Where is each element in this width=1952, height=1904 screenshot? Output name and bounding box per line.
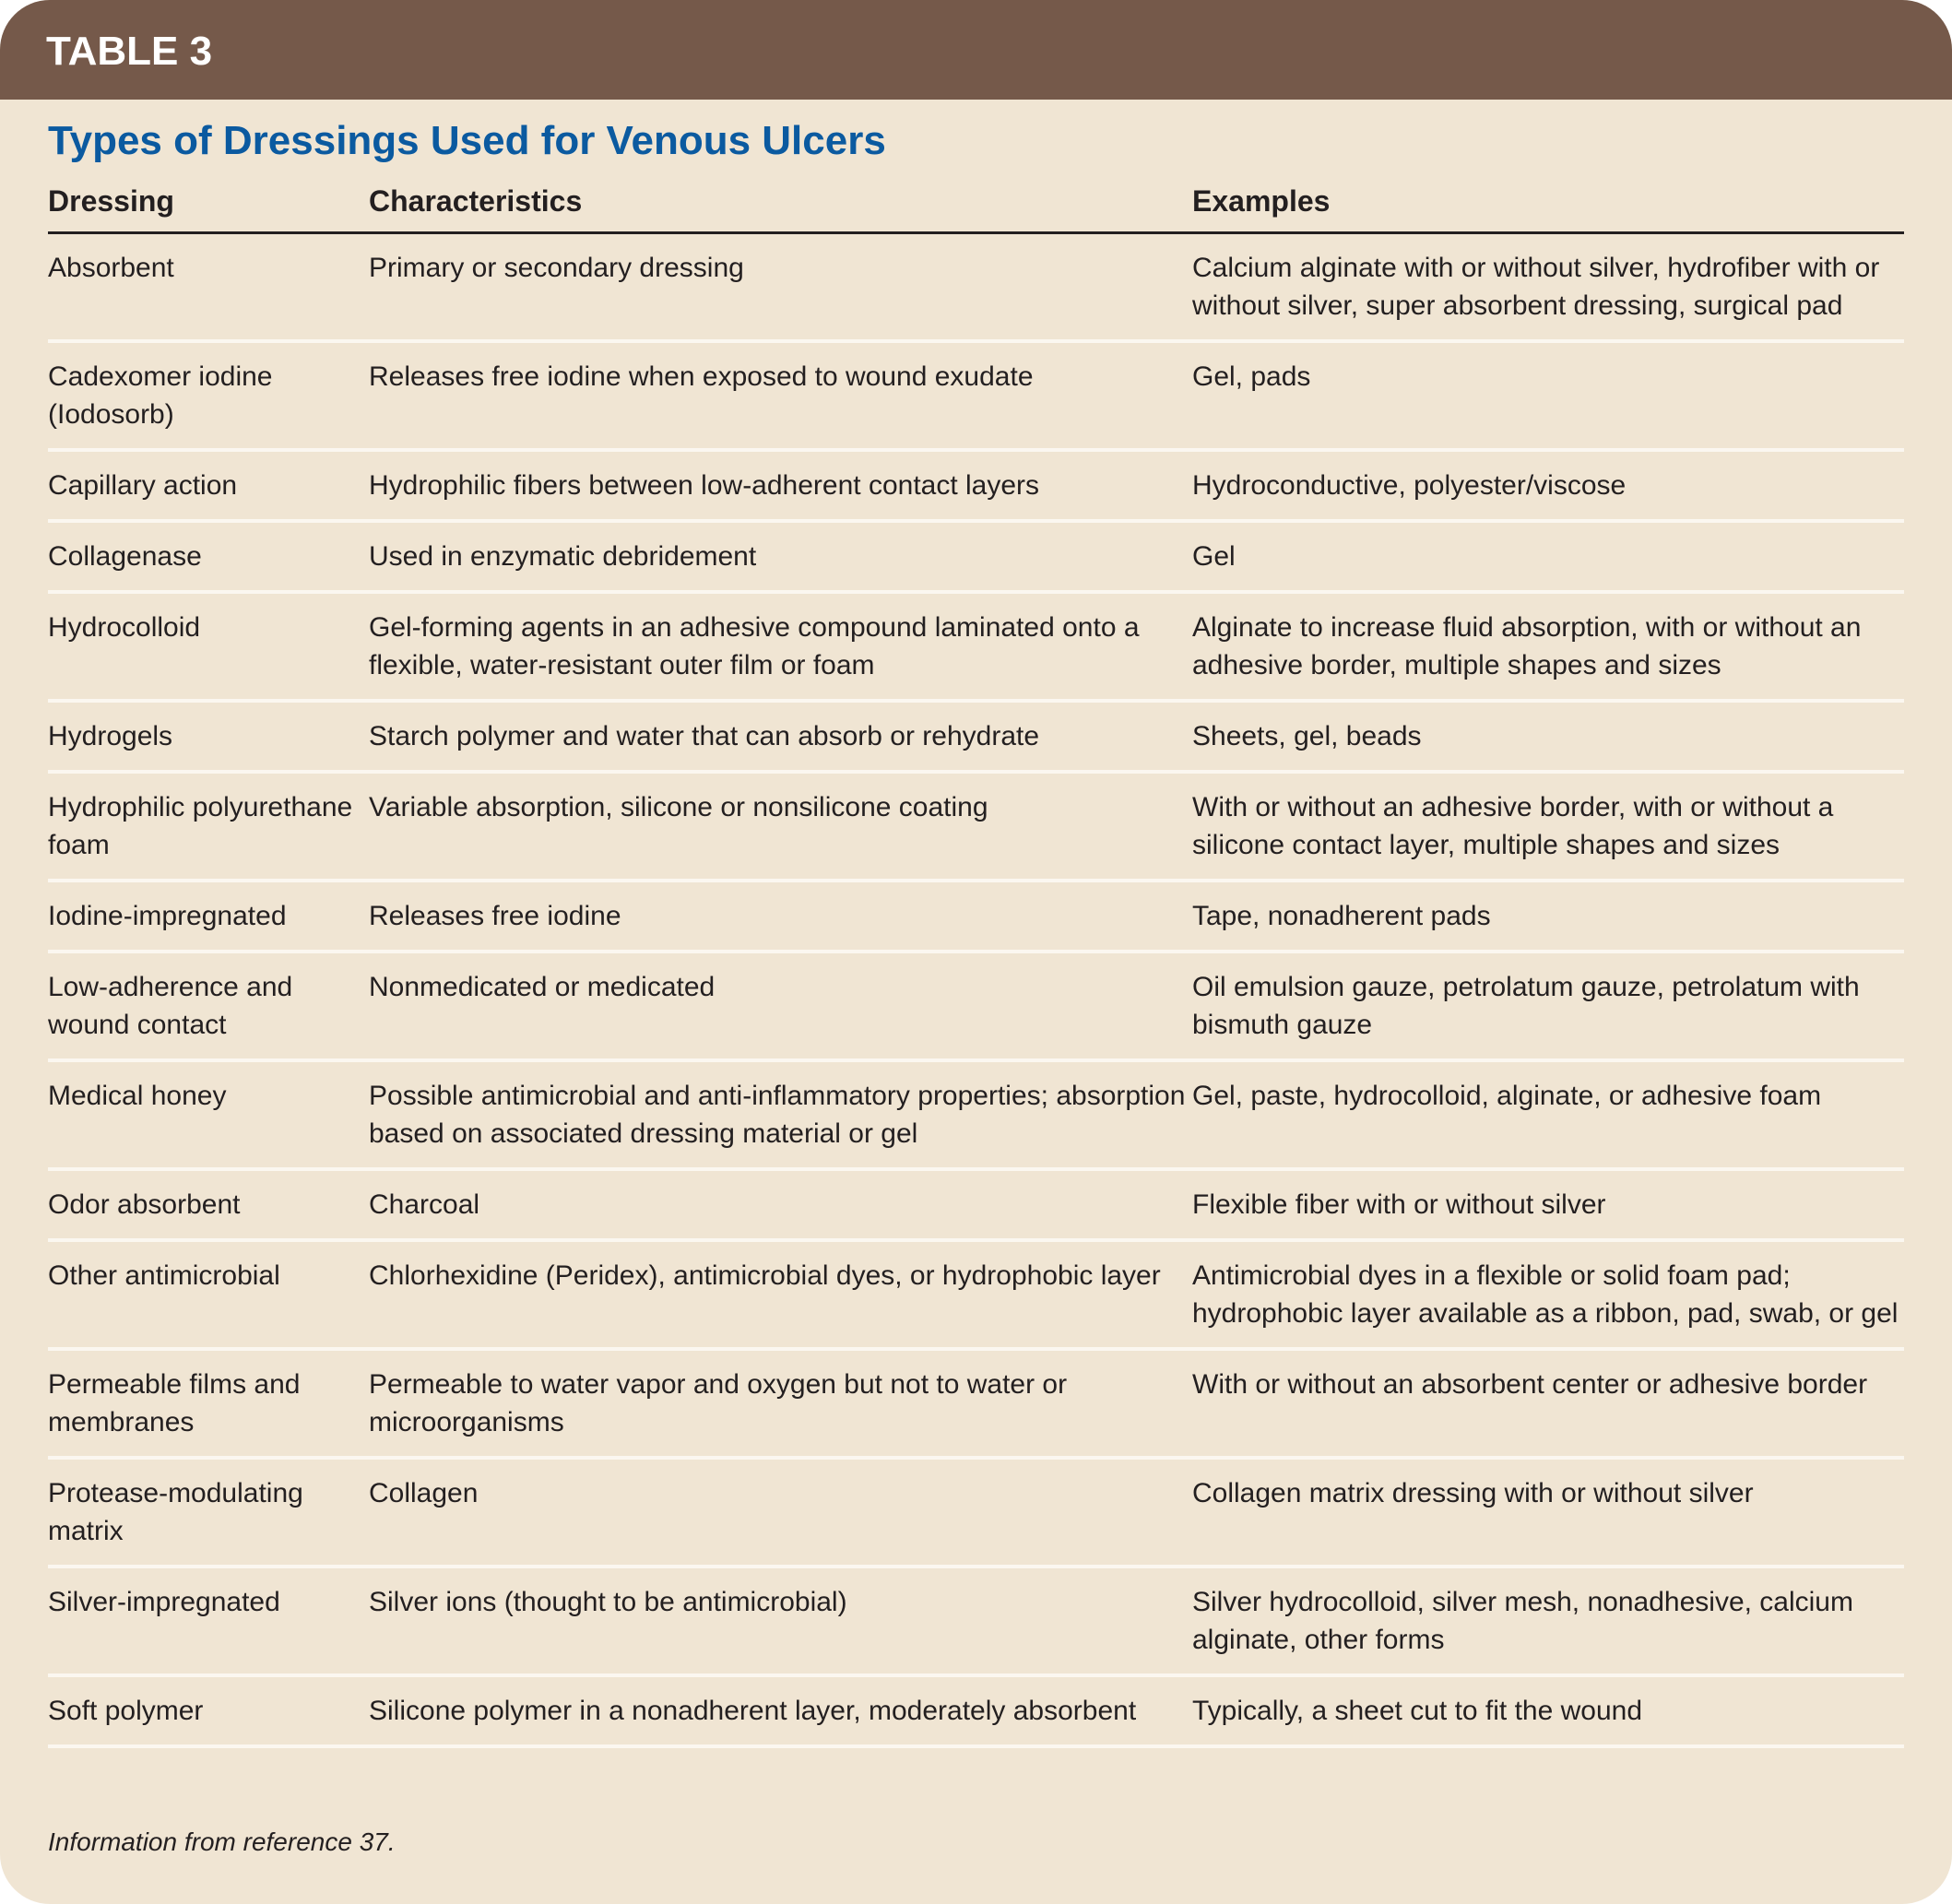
characteristics-cell: Used in enzymatic debridement — [369, 521, 1192, 592]
characteristics-cell: Gel-forming agents in an adhesive compound laminated onto a flexible, water-resistant outer film or foam — [369, 592, 1192, 701]
examples-cell: Tape, nonadherent pads — [1192, 881, 1904, 952]
dressing-cell: Permeable films and membranes — [48, 1349, 369, 1458]
dressing-cell: Protease-modulating matrix — [48, 1458, 369, 1567]
dressing-cell: Iodine-impregnated — [48, 881, 369, 952]
table-row — [48, 521, 1904, 592]
examples-cell: Sheets, gel, beads — [1192, 701, 1904, 772]
examples-cell: Antimicrobial dyes in a flexible or solid foam pad; hydrophobic layer available as a ribbon, pad, swab, or gel — [1192, 1240, 1904, 1349]
examples-cell: Gel, pads — [1192, 341, 1904, 450]
characteristics-cell: Variable absorption, silicone or nonsilicone coating — [369, 772, 1192, 881]
table-row — [48, 233, 1904, 342]
table-row — [48, 1458, 1904, 1567]
characteristics-cell: Charcoal — [369, 1169, 1192, 1240]
characteristics-cell: Chlorhexidine (Peridex), antimicrobial dyes, or hydrophobic layer — [369, 1240, 1192, 1349]
dressing-cell: Capillary action — [48, 450, 369, 521]
characteristics-cell: Collagen — [369, 1458, 1192, 1567]
table-row — [48, 1169, 1904, 1240]
dressing-cell: Hydrophilic polyurethane foam — [48, 772, 369, 881]
dressing-cell: Low-adherence and wound contact — [48, 952, 369, 1060]
characteristics-cell: Hydrophilic fibers between low-adherent contact layers — [369, 450, 1192, 521]
table-row — [48, 1240, 1904, 1349]
footnote: Information from reference 37. — [48, 1827, 396, 1856]
table-row — [48, 592, 1904, 701]
examples-cell: Oil emulsion gauze, petrolatum gauze, petrolatum with bismuth gauze — [1192, 952, 1904, 1060]
table-label: TABLE 3 — [46, 29, 213, 74]
characteristics-cell: Possible antimicrobial and anti-inflammatory properties; absorption based on associated dressing material or gel — [369, 1060, 1192, 1169]
table-row — [48, 1060, 1904, 1169]
characteristics-cell: Releases free iodine when exposed to wound exudate — [369, 341, 1192, 450]
table-label-bar — [0, 0, 1952, 100]
dressing-cell: Silver-impregnated — [48, 1567, 369, 1675]
examples-cell: Collagen matrix dressing with or without silver — [1192, 1458, 1904, 1567]
dressing-cell: Cadexomer iodine (Iodosorb) — [48, 341, 369, 450]
examples-cell: Flexible fiber with or without silver — [1192, 1169, 1904, 1240]
header-row — [48, 181, 1904, 233]
dressing-cell: Hydrocolloid — [48, 592, 369, 701]
table-row — [48, 1349, 1904, 1458]
dressing-cell: Absorbent — [48, 233, 369, 342]
examples-cell: Gel — [1192, 521, 1904, 592]
examples-cell: Typically, a sheet cut to fit the wound — [1192, 1675, 1904, 1746]
dressing-cell: Medical honey — [48, 1060, 369, 1169]
examples-cell: Alginate to increase fluid absorption, with or without an adhesive border, multiple shapes and sizes — [1192, 592, 1904, 701]
examples-cell: Hydroconductive, polyester/viscose — [1192, 450, 1904, 521]
dressing-cell: Soft polymer — [48, 1675, 369, 1746]
dressing-cell: Odor absorbent — [48, 1169, 369, 1240]
table-row — [48, 1567, 1904, 1675]
characteristics-cell: Releases free iodine — [369, 881, 1192, 952]
dressings-table — [48, 181, 1904, 1748]
table-title: Types of Dressings Used for Venous Ulcers — [48, 118, 886, 163]
characteristics-cell: Nonmedicated or medicated — [369, 952, 1192, 1060]
characteristics-cell: Primary or secondary dressing — [369, 233, 1192, 342]
column-header: Characteristics — [369, 181, 1192, 233]
table-row — [48, 450, 1904, 521]
examples-cell: With or without an adhesive border, with or without a silicone contact layer, multiple shapes and sizes — [1192, 772, 1904, 881]
dressing-cell: Collagenase — [48, 521, 369, 592]
table-row — [48, 772, 1904, 881]
examples-cell: Calcium alginate with or without silver, hydrofiber with or without silver, super absorbent dressing, surgical pad — [1192, 233, 1904, 342]
column-header: Examples — [1192, 181, 1904, 233]
table-row — [48, 701, 1904, 772]
characteristics-cell: Silicone polymer in a nonadherent layer, moderately absorbent — [369, 1675, 1192, 1746]
table-row — [48, 881, 1904, 952]
characteristics-cell: Starch polymer and water that can absorb or rehydrate — [369, 701, 1192, 772]
table-row — [48, 952, 1904, 1060]
table-row — [48, 341, 1904, 450]
examples-cell: Gel, paste, hydrocolloid, alginate, or adhesive foam — [1192, 1060, 1904, 1169]
examples-cell: Silver hydrocolloid, silver mesh, nonadhesive, calcium alginate, other forms — [1192, 1567, 1904, 1675]
table-row — [48, 1675, 1904, 1746]
characteristics-cell: Permeable to water vapor and oxygen but not to water or microorganisms — [369, 1349, 1192, 1458]
column-header: Dressing — [48, 181, 369, 233]
dressing-cell: Other antimicrobial — [48, 1240, 369, 1349]
characteristics-cell: Silver ions (thought to be antimicrobial) — [369, 1567, 1192, 1675]
examples-cell: With or without an absorbent center or adhesive border — [1192, 1349, 1904, 1458]
dressing-cell: Hydrogels — [48, 701, 369, 772]
